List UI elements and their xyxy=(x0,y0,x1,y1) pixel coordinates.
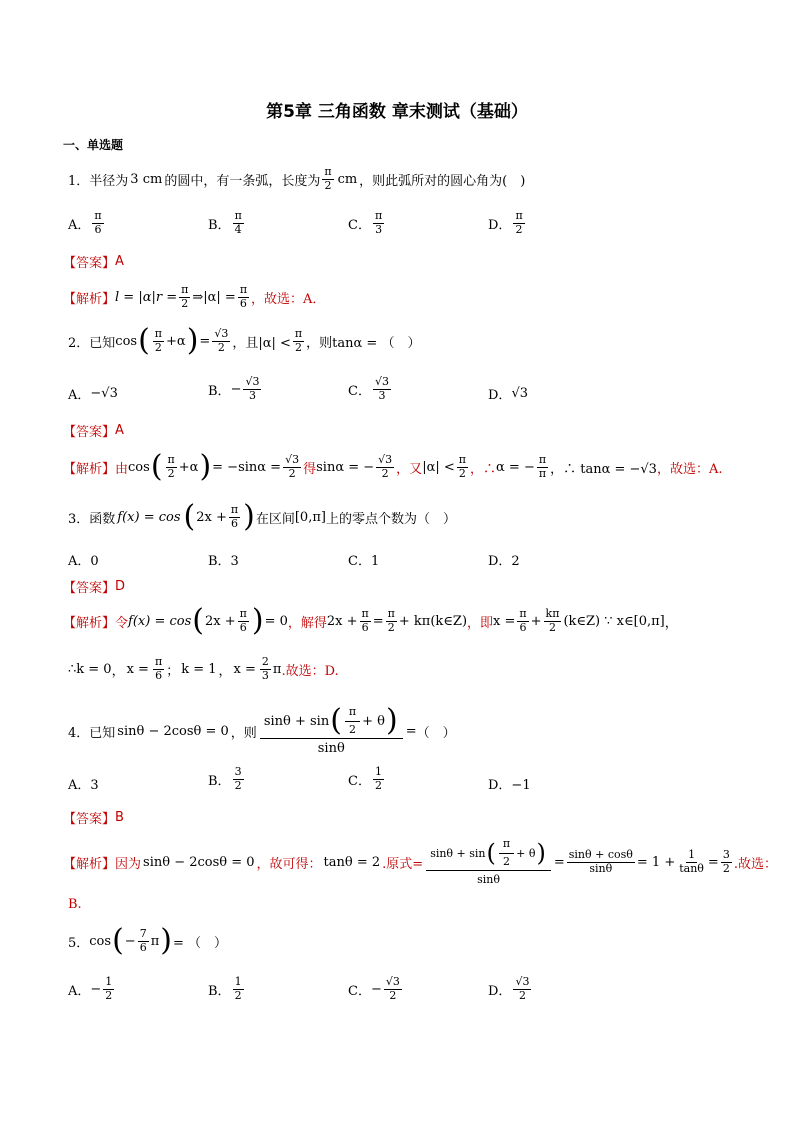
q4-answer: 【答案】 B xyxy=(63,810,124,827)
q5-option-b: B． $\frac{1}{2}$ xyxy=(208,975,242,1002)
q4-option-b: B． $\frac{3}{2}$ xyxy=(208,765,242,792)
q2-explanation: 【解析】 由 cos ( $\frac{\pi}{2}$ +α ) = −sinα = $\frac{√3}{2}$ 得 sinα = − $\frac{√3}{2}$ ，又 |α| < $\frac{\pi}{2}$ ，∴ α = − $\frac{\pi}{\pi}$ ，∴ tanα = −√3 ，故选：A. xyxy=(63,449,723,484)
q2-option-a: A． −√3 xyxy=(68,386,118,403)
section-heading: 一、单选题 xyxy=(63,138,124,152)
q1-text-a: 半径为 xyxy=(89,173,129,189)
q1-explanation: 【解析】 l = |α|r = $\frac{\pi}{2}$ ⇒|α| = $\frac{\pi}{6}$ ，故选：A． xyxy=(63,283,326,310)
q3-option-a: A．0 xyxy=(68,554,99,569)
question-3: 3． 函数 f(x) = cos ( 2x + $\frac{\pi}{6}$ ) 在区间 [0,π] 上的零点个数为（ ） xyxy=(68,499,456,534)
q5-option-a: A． − $\frac{1}{2}$ xyxy=(68,975,113,1002)
q1-length-fraction: $\frac{\pi}{2}$ xyxy=(324,165,332,192)
q4-explanation: 【解析】 因为 sinθ − 2cosθ = 0 ，故可得： tanθ = 2 .原式= sinθ + sin ( $\frac{\pi}{2}$ + θ ) sinθ = $\frac{\sin\theta + \cos\theta}{\sin\theta}$ = 1 + $\frac{1}{\tan\theta}$ = $\frac{3}{2}$ .故选： xyxy=(63,837,777,887)
q2-option-b: B． − $\frac{√3}{3}$ xyxy=(208,375,260,402)
q3-explanation: 【解析】 令 f(x) = cos ( 2x + $\frac{\pi}{6}$ ) = 0 ，解得 2x + $\frac{\pi}{6}$ = $\frac{\pi}{2}$ + kπ(k∈Z) ，即 x = $\frac{\pi}{6}$ + $\frac{k\pi}{2}$ (k∈Z) ∵ x∈[0,π] ， xyxy=(63,603,678,638)
q1-option-b: B． $\frac{\pi}{4}$ xyxy=(208,209,242,236)
question-4: 4． 已知 sinθ − 2cosθ = 0 ，则 sinθ + sin ( $\frac{\pi}{2}$ + θ ) sinθ = （ ） xyxy=(68,703,456,757)
q1-radius: 3 cm xyxy=(130,171,163,187)
q3-option-d: D．2 xyxy=(488,554,520,569)
q1-answer: 【答案】 A xyxy=(63,254,124,271)
q5-option-c: C． − $\frac{√3}{2}$ xyxy=(348,975,400,1002)
q2-option-c: C． $\frac{√3}{3}$ xyxy=(348,375,389,402)
q1-text-b: 的圆中，有一条弧，长度为 xyxy=(164,173,321,189)
page-title: 第5章 三角函数 章末测试（基础） xyxy=(266,102,528,122)
q3-option-c: C．1 xyxy=(348,554,380,569)
q1-number: 1． xyxy=(68,173,90,189)
q1-option-a: A． $\frac{\pi}{6}$ xyxy=(68,209,102,236)
q2-answer: 【答案】 A xyxy=(63,423,124,440)
q3-explanation-line-2: ∴k = 0 ， x = $\frac{\pi}{6}$ ； k = 1 ， x = $\frac{2}{3}$ π .故选：D. xyxy=(68,655,339,682)
q1-option-d: D． $\frac{\pi}{2}$ xyxy=(488,209,523,236)
question-2: 2． 已知 cos ( $\frac{\pi}{2}$ +α ) = $\frac{√3}{2}$ ，且|α| < $\frac{\pi}{2}$ ，则tanα = （ ） xyxy=(68,323,421,358)
q4-expression-fraction: sinθ + sin ( $\frac{\pi}{2}$ + θ ) sinθ xyxy=(260,706,403,756)
q2-option-d: D． √3 xyxy=(488,386,528,403)
question-5: 5． cos ( − $\frac{7}{6}$ π ) = （ ） xyxy=(68,923,227,958)
q5-option-d: D． $\frac{√3}{2}$ xyxy=(488,975,530,1002)
q4-option-d: D．−1 xyxy=(488,778,531,793)
q1-unit: cm xyxy=(337,171,358,187)
q4-explanation-line-2: B. xyxy=(68,897,82,912)
q1-text-c: ，则此弧所对的圆心角为( ) xyxy=(359,173,526,189)
q1-option-c: C． $\frac{\pi}{3}$ xyxy=(348,209,383,236)
q3-answer: 【答案】 D xyxy=(63,579,126,596)
question-1 xyxy=(68,166,525,192)
q3-option-b: B．3 xyxy=(208,554,239,569)
q4-option-c: C． $\frac{1}{2}$ xyxy=(348,765,382,792)
q4-option-a: A．3 xyxy=(68,778,99,793)
